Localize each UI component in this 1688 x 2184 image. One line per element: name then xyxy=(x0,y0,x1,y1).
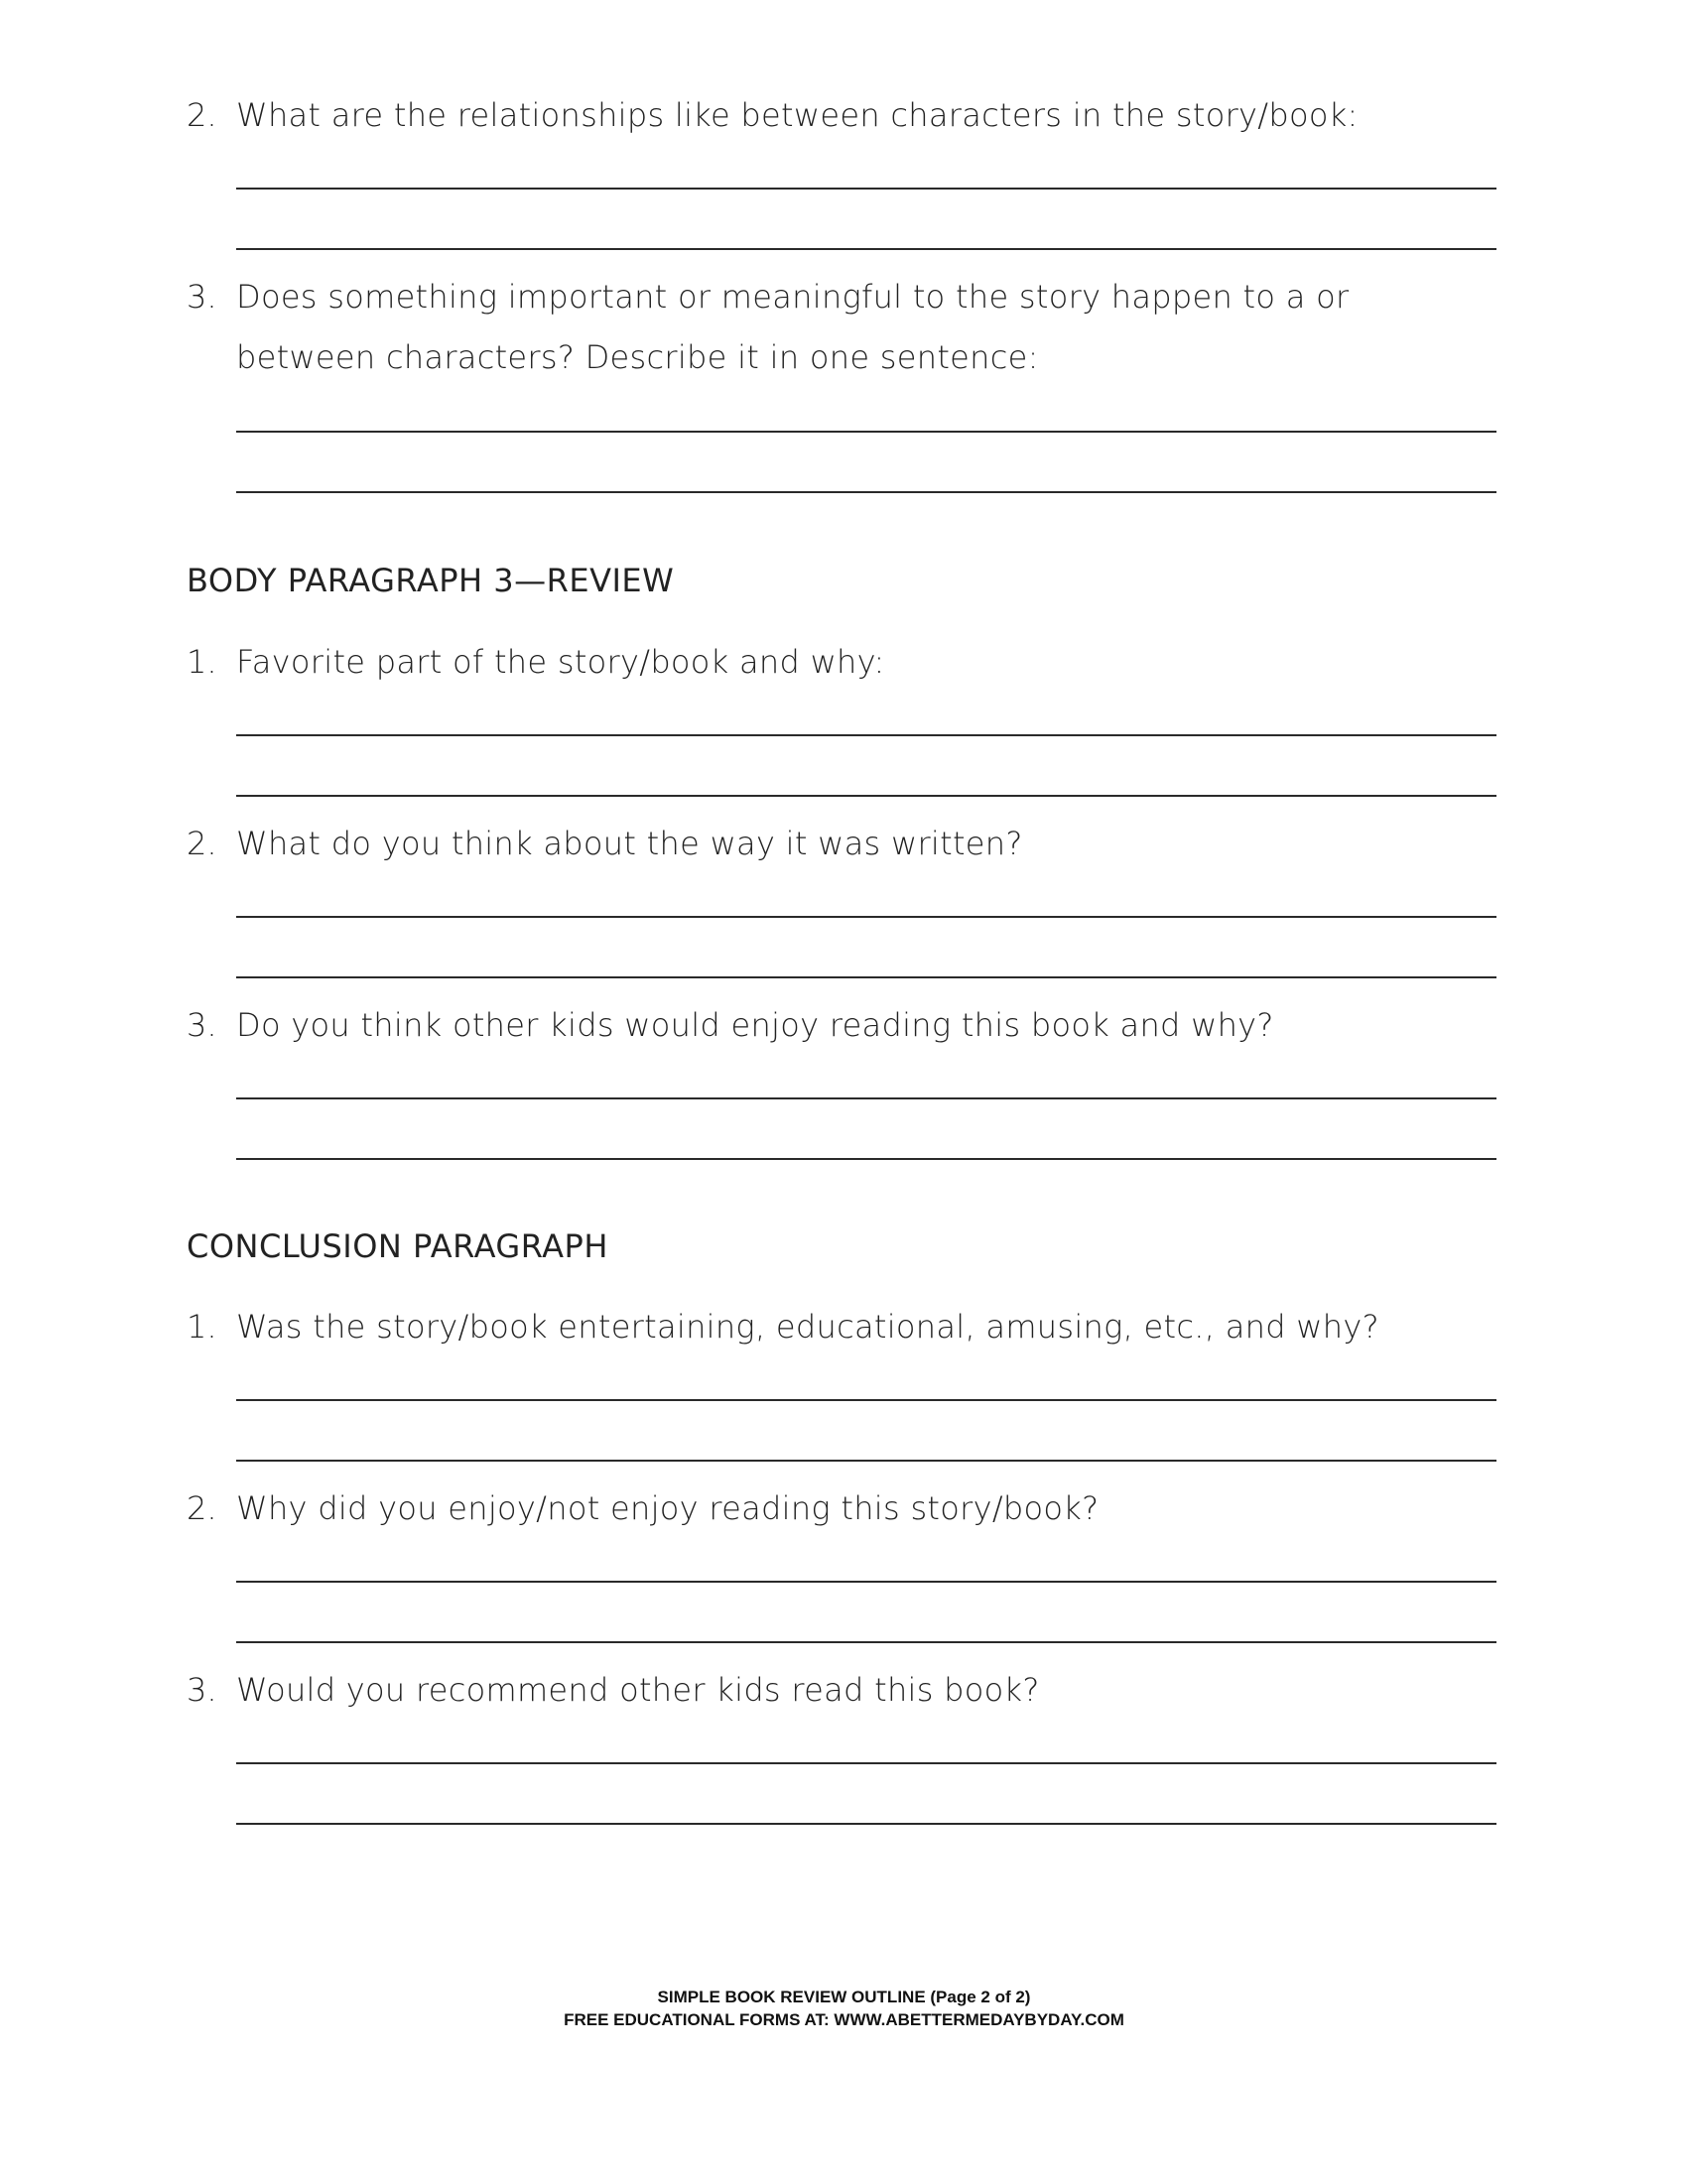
question-number: 2. xyxy=(187,1489,217,1527)
answer-line[interactable] xyxy=(236,1399,1496,1401)
footer-website: FREE EDUCATIONAL FORMS AT: WWW.ABETTERMEDAYBYDAY.COM xyxy=(564,2010,1124,2029)
question-text: Why did you enjoy/not enjoy reading this story/book? xyxy=(236,1489,1100,1527)
question-text: Favorite part of the story/book and why: xyxy=(236,643,885,681)
question-number: 2. xyxy=(187,96,217,134)
answer-line[interactable] xyxy=(236,1823,1496,1825)
question-number: 3. xyxy=(187,278,217,316)
answer-line[interactable] xyxy=(236,795,1496,797)
question-number: 1. xyxy=(187,1308,217,1346)
question-text: Do you think other kids would enjoy reading this book and why? xyxy=(236,1006,1274,1044)
footer-title: SIMPLE BOOK REVIEW OUTLINE (Page 2 of 2) xyxy=(657,1988,1031,2006)
answer-line[interactable] xyxy=(236,431,1496,433)
question-number: 3. xyxy=(187,1006,217,1044)
question-number: 3. xyxy=(187,1671,217,1709)
answer-line[interactable] xyxy=(236,1097,1496,1099)
answer-line[interactable] xyxy=(236,976,1496,978)
question-text: What are the relationships like between characters in the story/book: xyxy=(236,96,1359,134)
question-text: Was the story/book entertaining, educational, amusing, etc., and why? xyxy=(236,1308,1379,1346)
answer-line[interactable] xyxy=(236,491,1496,493)
question-number: 2. xyxy=(187,825,217,862)
answer-line[interactable] xyxy=(236,1460,1496,1462)
answer-line[interactable] xyxy=(236,1762,1496,1764)
question-text: What do you think about the way it was written? xyxy=(236,825,1023,862)
answer-line[interactable] xyxy=(236,916,1496,918)
question-text: Would you recommend other kids read this book? xyxy=(236,1671,1040,1709)
answer-line[interactable] xyxy=(236,1641,1496,1643)
answer-line[interactable] xyxy=(236,734,1496,736)
section-heading-conclusion: CONCLUSION PARAGRAPH xyxy=(187,1227,608,1265)
answer-line[interactable] xyxy=(236,1158,1496,1160)
question-number: 1. xyxy=(187,643,217,681)
section-heading-review: BODY PARAGRAPH 3—REVIEW xyxy=(187,562,675,599)
answer-line[interactable] xyxy=(236,188,1496,190)
answer-line[interactable] xyxy=(236,1581,1496,1583)
answer-line[interactable] xyxy=(236,248,1496,250)
question-text: Does something important or meaningful to the story happen to a or between characters? Describe it in one sentence: xyxy=(236,278,1350,376)
